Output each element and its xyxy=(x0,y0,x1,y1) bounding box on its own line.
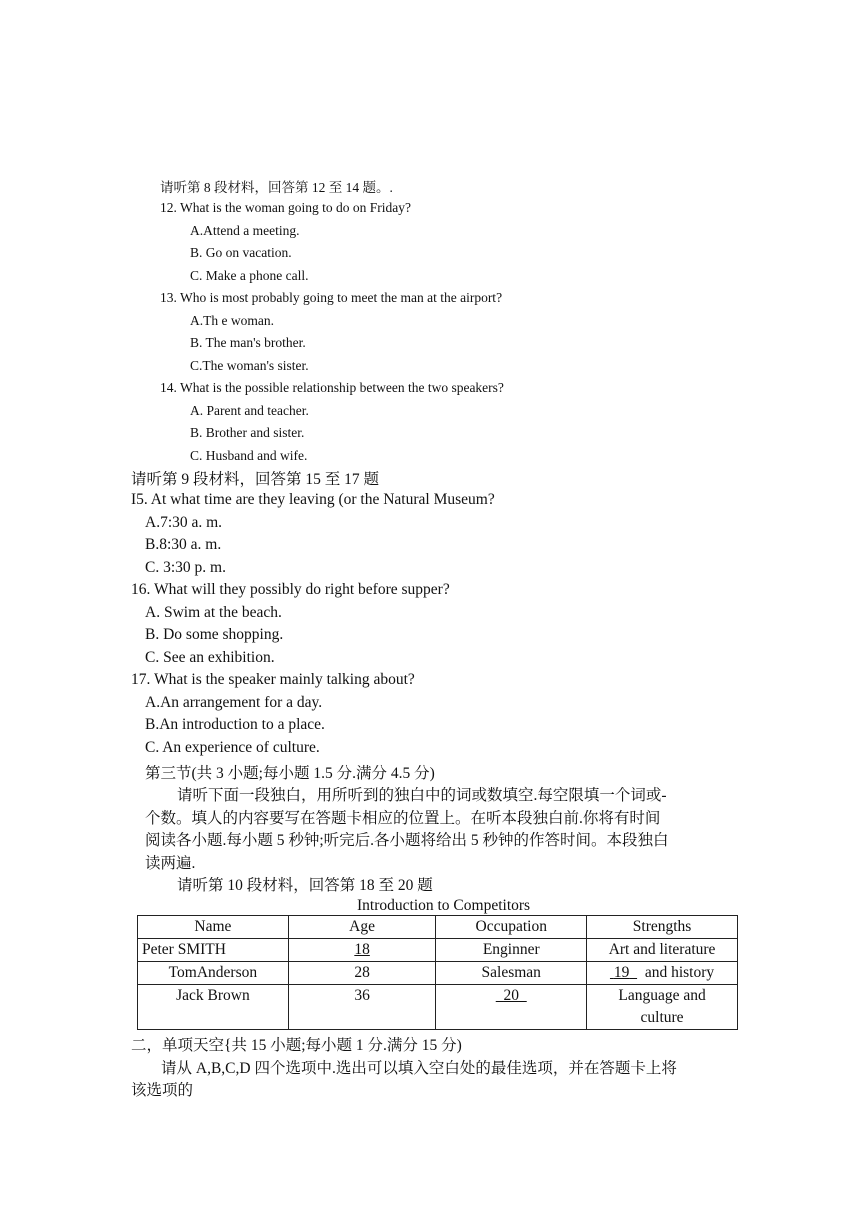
q12-option-c: C. Make a phone call. xyxy=(190,268,309,283)
header-name: Name xyxy=(138,916,289,939)
cell-strengths: Language and culture xyxy=(587,985,738,1030)
cell-occupation: Salesman xyxy=(436,962,587,985)
blank-18: 18 xyxy=(354,941,370,958)
part8-header: 请听第 8 段材料，回答第 12 至 14 题。. xyxy=(160,180,393,195)
blank-20-number: 20 xyxy=(503,987,519,1004)
part2-title: 二，单项天空{共 15 小题;每小题 1 分.满分 15 分) xyxy=(131,1037,462,1054)
q14-option-a: A. Parent and teacher. xyxy=(190,403,309,418)
q17-option-b: B.An introduction to a place. xyxy=(145,716,325,733)
cell-strengths: Art and literature xyxy=(587,939,738,962)
cell-age: 36 xyxy=(288,985,436,1030)
part2-instruction-line2: 该选项的 xyxy=(131,1082,194,1099)
strengths-suffix: and history xyxy=(644,964,715,981)
section3-instruction-line2: 个数。填人的内容要写在答题卡相应的位置上。在听本段独白前.你将有时间 xyxy=(145,810,661,827)
table-row xyxy=(138,939,738,962)
q14-text: 14. What is the possible relationship between the two speakers? xyxy=(160,380,504,395)
q17-option-a: A.An arrangement for a day. xyxy=(145,694,323,711)
q15-text: I5. At what time are they leaving (or the Natural Museum? xyxy=(131,491,495,508)
section3-title: 第三节(共 3 小题;每小题 1.5 分.满分 4.5 分) xyxy=(145,765,435,782)
cell-name: TomAnderson xyxy=(138,962,289,985)
table-row xyxy=(138,985,738,1030)
q12-option-a: A.Attend a meeting. xyxy=(190,223,300,238)
q16-text: 16. What will they possibly do right before supper? xyxy=(131,581,450,598)
part9-header: 请听第 9 段材料，回答第 15 至 17 题 xyxy=(131,471,380,488)
q13-option-a: A.Th e woman. xyxy=(190,313,274,328)
table-row xyxy=(138,962,738,985)
blank-20 xyxy=(496,987,527,1004)
q12-text: 12. What is the woman going to do on Friday? xyxy=(160,200,411,215)
section3-instruction-line3: 阅读各小题.每小题 5 秒钟;听完后.各小题将给出 5 秒钟的作答时间。本段独白 xyxy=(145,832,669,849)
table-header-row xyxy=(138,916,738,939)
competitors-table xyxy=(137,915,738,1030)
q15-option-a: A.7:30 a. m. xyxy=(145,514,223,531)
q12-option-b: B. Go on vacation. xyxy=(190,245,292,260)
cell-age xyxy=(288,939,436,962)
q13-text: 13. Who is most probably going to meet the man at the airport? xyxy=(160,290,503,305)
q16-option-a: A. Swim at the beach. xyxy=(145,604,282,621)
q16-option-c: C. See an exhibition. xyxy=(145,649,275,666)
section3-instruction-line4: 读两遍. xyxy=(145,855,196,872)
q14-option-c: C. Husband and wife. xyxy=(190,448,308,463)
cell-occupation xyxy=(436,985,587,1030)
q15-option-b: B.8:30 a. m. xyxy=(145,536,222,553)
q14-option-b: B. Brother and sister. xyxy=(190,425,305,440)
part10-header: 请听第 10 段材料，回答第 18 至 20 题 xyxy=(177,877,433,894)
header-occupation: Occupation xyxy=(436,916,587,939)
section3-instruction-line1: 请听下面一段独白，用所听到的独白中的词或数填空.每空限填一个词或- xyxy=(177,787,667,804)
q15-option-c: C. 3:30 p. m. xyxy=(145,559,226,576)
q13-option-b: B. The man's brother. xyxy=(190,335,306,350)
blank-19-number: 19 xyxy=(613,964,630,981)
blank-19 xyxy=(610,964,637,981)
cell-age: 28 xyxy=(288,962,436,985)
q17-option-c: C. An experience of culture. xyxy=(145,739,320,756)
part2-instruction-line1: 请从 A,B,C,D 四个选项中.选出可以填入空白处的最佳选项，并在答题卡上将 xyxy=(161,1060,677,1077)
cell-name: Jack Brown xyxy=(138,985,289,1030)
cell-strengths xyxy=(587,962,738,985)
q13-option-c: C.The woman's sister. xyxy=(190,358,309,373)
table-caption: Introduction to Competitors xyxy=(357,897,531,914)
q17-text: 17. What is the speaker mainly talking about? xyxy=(131,671,415,688)
header-strengths: Strengths xyxy=(587,916,738,939)
cell-name: Peter SMITH xyxy=(138,939,289,962)
header-age: Age xyxy=(288,916,436,939)
cell-occupation: Enginner xyxy=(436,939,587,962)
q16-option-b: B. Do some shopping. xyxy=(145,626,284,643)
